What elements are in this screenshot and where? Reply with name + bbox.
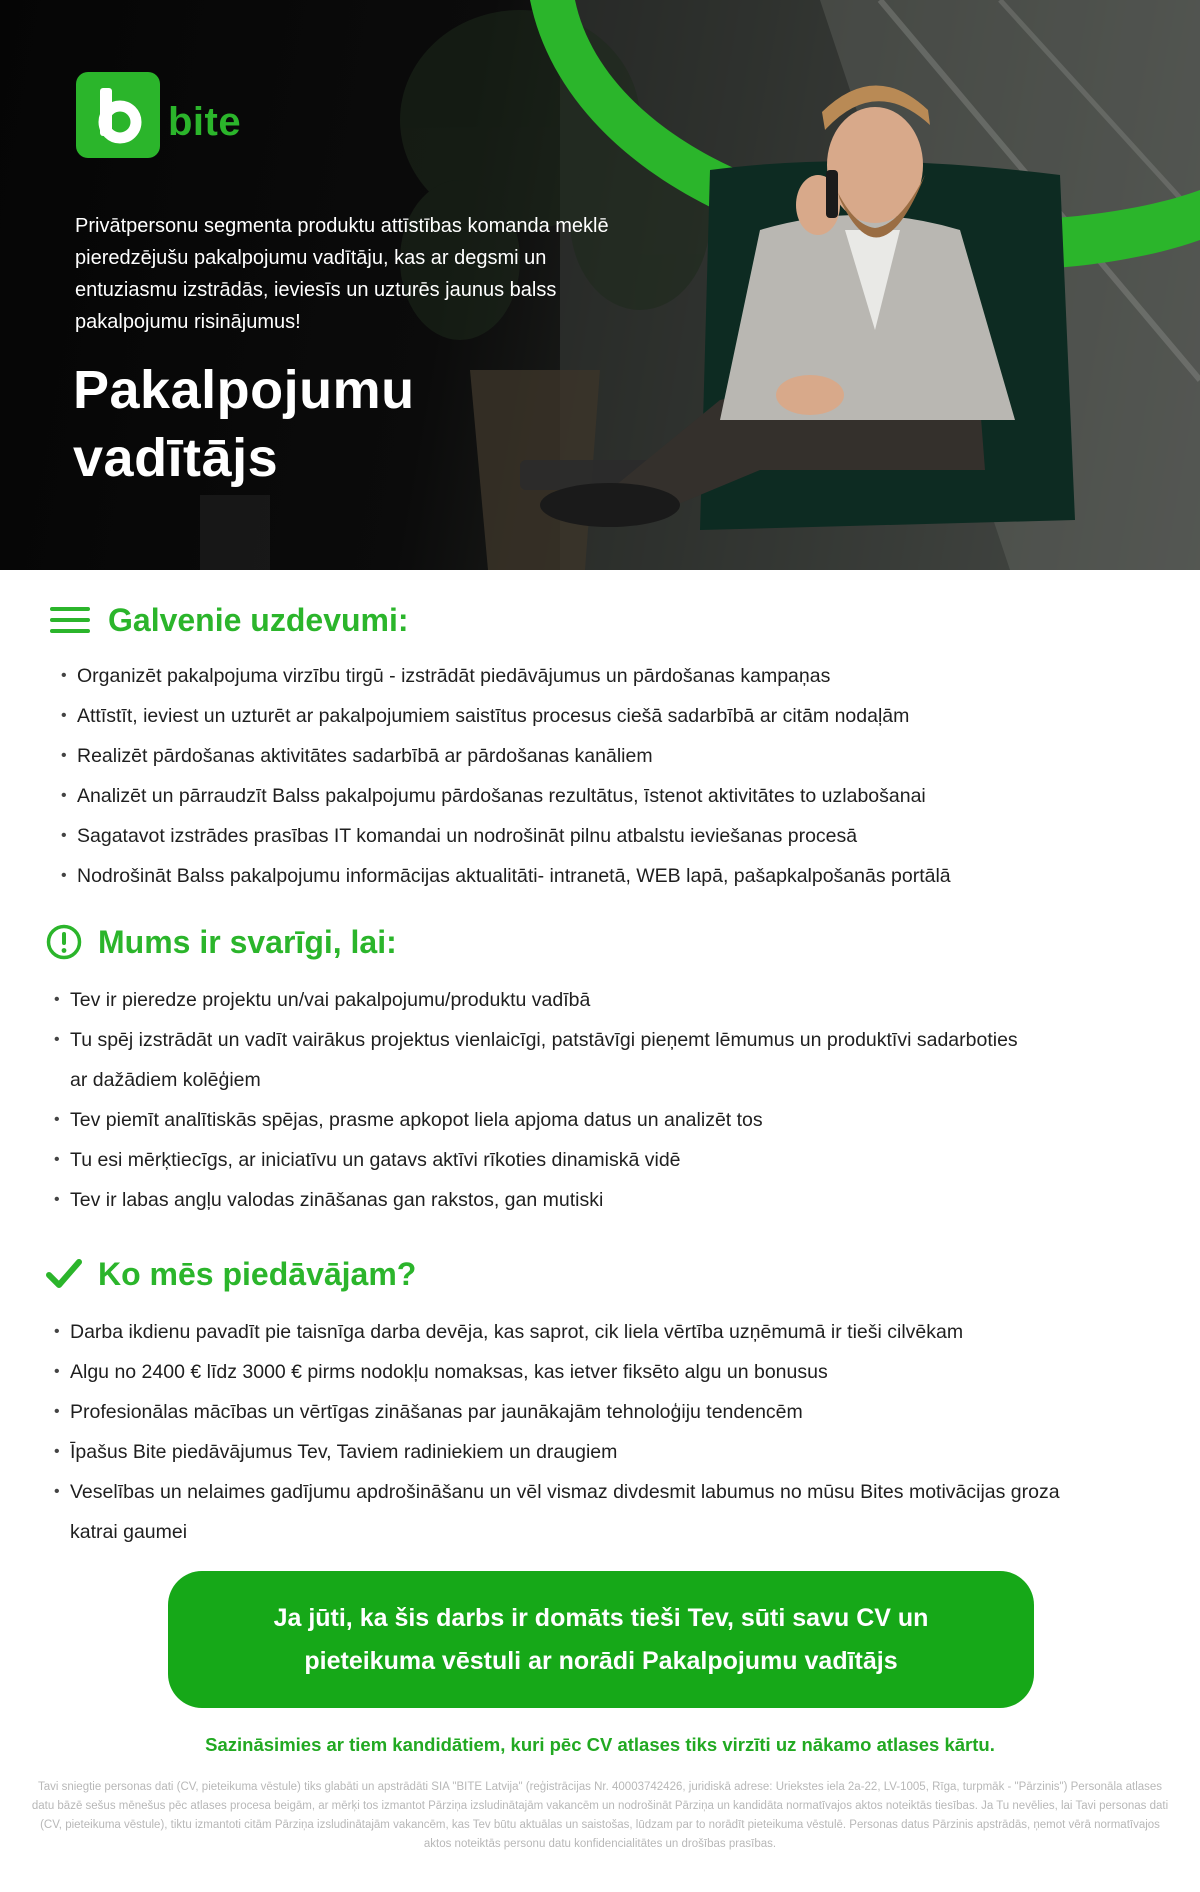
list-item: • Īpašus Bite piedāvājumus Tev, Taviem radiniekiem un draugiem: [70, 1432, 1200, 1472]
list-item: • Tev ir labas angļu valodas zināšanas gan rakstos, gan mutiski: [70, 1180, 1200, 1220]
list-item: • Tev piemīt analītiskās spējas, prasme apkopot liela apjoma datus un analizēt tos: [70, 1100, 1200, 1140]
exclamation-circle-icon: [46, 924, 82, 960]
list-item: • Veselības un nelaimes gadījumu apdrošināšanu un vēl vismaz divdesmit labumus no mūsu Bites motivācijas groza: [70, 1472, 1200, 1512]
requirements-section: [0, 920, 1200, 1220]
list-item: • Algu no 2400 € līdz 3000 € pirms nodokļu nomaksas, kas ietver fiksēto algu un bonusus: [70, 1352, 1200, 1392]
list-item-continuation: ar dažādiem kolēģiem: [70, 1069, 261, 1091]
list-item: • Tev ir pieredze projektu un/vai pakalpojumu/produktu vadībā: [70, 980, 1200, 1020]
tasks-section: [0, 598, 1200, 896]
list-item: • Organizēt pakalpojuma virzību tirgū - izstrādāt piedāvājumus un pārdošanas kampaņas: [77, 656, 1200, 696]
cta-text: Ja jūti, ka šis darbs ir domāts tieši Tev, sūti savu CV un pieteikuma vēstuli ar norādi Pakalpojumu vadītājs: [273, 1603, 929, 1675]
bite-logo: [76, 72, 241, 158]
list-item-continuation: katrai gaumei: [70, 1521, 188, 1543]
list-item: • Analizēt un pārraudzīt Balss pakalpojumu pārdošanas rezultātus, īstenot aktivitātes to uzlabošanai: [77, 776, 1200, 816]
bite-logo-mark: [76, 72, 160, 158]
list-item: • Profesionālas mācības un vērtīgas zināšanas par jaunākajām tehnoloģiju tendencēm: [70, 1392, 1200, 1432]
offer-list: [70, 1312, 1200, 1552]
tasks-header: [0, 598, 1200, 642]
list-item: • Attīstīt, ieviest un uzturēt ar pakalpojumiem saistītus procesus ciešā sadarbībā ar citām nodaļām: [77, 696, 1200, 736]
list-item: • Tu spēj izstrādāt un vadīt vairākus projektus vienlaicīgi, patstāvīgi pieņemt lēmumus un produktīvi sadarboties: [70, 1020, 1200, 1060]
tasks-list: [77, 656, 1200, 896]
requirements-header: [0, 920, 1200, 964]
apply-call-to-action[interactable]: [168, 1571, 1034, 1708]
contact-note: Sazināsimies ar tiem kandidātiem, kuri pēc CV atlases tiks virzīti uz nākamo atlases kārtu.: [205, 1734, 995, 1755]
list-item: • Tu esi mērķtiecīgs, ar iniciatīvu un gatavs aktīvi rīkoties dinamiskā vidē: [70, 1140, 1200, 1180]
hero-banner: [0, 0, 1200, 570]
list-item: • Realizēt pārdošanas aktivitātes sadarbībā ar pārdošanas kanāliem: [77, 736, 1200, 776]
job-title-line-1: Pakalpojumu: [73, 360, 415, 420]
checkmark-icon: [46, 1258, 82, 1290]
offer-title: Ko mēs piedāvājam?: [98, 1255, 417, 1292]
list-item: • Sagatavot izstrādes prasības IT komandai un nodrošināt pilnu atbalstu ieviešanas procesā: [77, 816, 1200, 856]
offer-section: [0, 1252, 1200, 1552]
bite-logo-text: bite: [168, 99, 242, 144]
job-title-line-2: vadītājs: [73, 428, 279, 488]
tasks-title: Galvenie uzdevumi:: [108, 601, 409, 638]
menu-lines-icon: [50, 605, 90, 635]
list-item: • Nodrošināt Balss pakalpojumu informācijas aktualitāti- intranetā, WEB lapā, pašapkalpošanās portālā: [77, 856, 1200, 896]
offer-header: [0, 1252, 1200, 1296]
requirements-list: [70, 980, 1200, 1220]
privacy-disclaimer: Tavi sniegtie personas dati (CV, pieteikuma vēstule) tiks glabāti un apstrādāti SIA "BITE Latvija" (reģistrācijas Nr. 40003742426, juridiskā adrese: Uriekstes iela 2a-22, LV-1005, Rīga, turpmāk - "Pārzinis") Personāla atlases datu bāzē sešus mēnešus pēc atlases procesa beigām, ar mērķi tos izmantot Pārziņa izsludinātajām vakancēm un nodrošināt Pārziņa un kandidāta normatīvajos aktos noteiktās tiesības. Ja Tu nevēlies, lai Tavi personas dati (CV, pieteikuma vēstule), tiktu izmantoti citām Pārziņa izsludinātajām vakancēm, kas Tev būtu aktuālas un saistošas, lūdzam par to norādīt pieteikuma vēstulē. Personas datus Pārzinis apstrādās, ņemot vērā normatīvajos aktos noteiktās personu datu konfidencialitātes un drošības prasības.: [31, 1781, 1169, 1850]
job-title: [73, 356, 415, 492]
requirements-title: Mums ir svarīgi, lai:: [98, 923, 397, 960]
hero-intro: Privātpersonu segmenta produktu attīstības komanda meklē pieredzējušu pakalpojumu vadītāju, kas ar degsmi un entuziasmu izstrādās, ieviesīs un uzturēs jaunus balss pakalpojumu risinājumus!: [75, 215, 609, 333]
list-item: • Darba ikdienu pavadīt pie taisnīga darba devēja, kas saprot, cik liela vērtība uzņēmumā ir tieši cilvēkam: [70, 1312, 1200, 1352]
